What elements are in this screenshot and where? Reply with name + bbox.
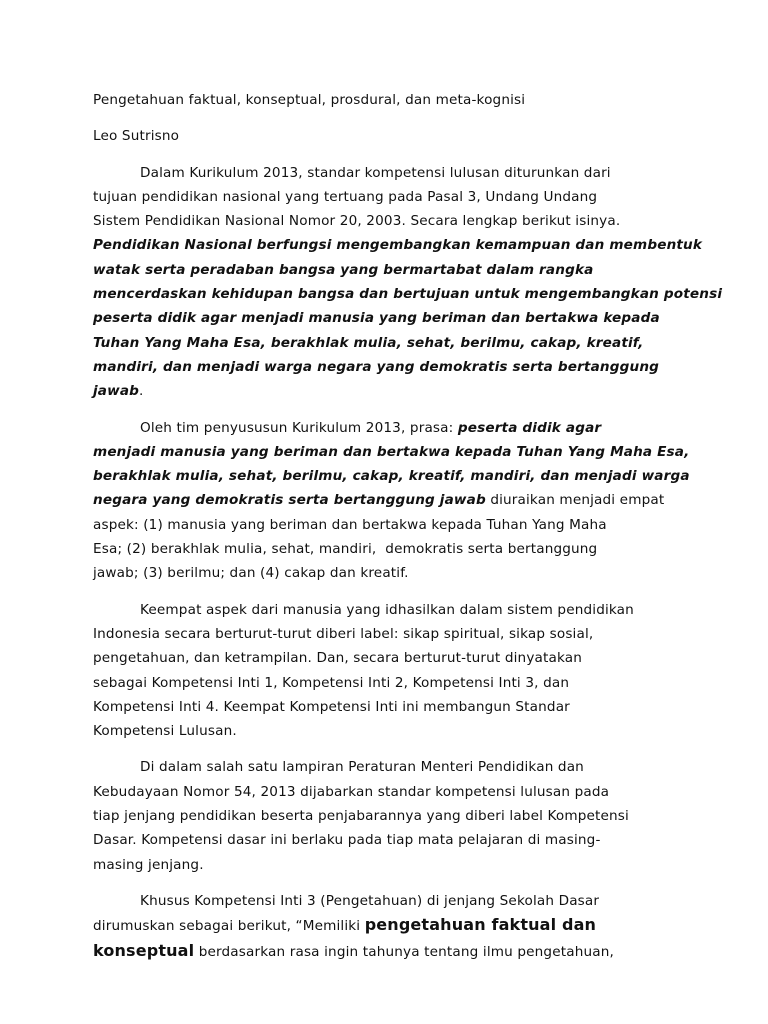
paragraph-3: [93, 598, 673, 744]
paragraph-line: Dasar. Kompetensi dasar ini berlaku pada tiap mata pelajaran di masing-: [93, 832, 601, 849]
paragraph-line: Kebudayaan Nomor 54, 2013 dijabarkan standar kompetensi lulusan pada: [93, 783, 610, 800]
paragraph-2: [93, 416, 690, 586]
quote-line: menjadi manusia yang beriman dan bertakwa kepada Tuhan Yang Maha Esa,: [93, 443, 690, 460]
paragraph-line: jawab; (3) berilmu; dan (4) cakap dan kreatif.: [93, 565, 409, 582]
plain-text: diuraikan menjadi empat: [485, 492, 665, 509]
quote-text: peserta didik agar: [457, 419, 602, 436]
sentence-end: .: [139, 383, 144, 400]
paragraph-line: pengetahuan, dan ketrampilan. Dan, secara berturut-turut dinyatakan: [93, 650, 582, 667]
quote-text: negara yang demokratis serta bertanggung jawab: [93, 492, 486, 509]
emphasis-text: pengetahuan faktual dan: [364, 915, 597, 935]
paragraph-5: [93, 889, 673, 964]
quote-line: watak serta peradaban bangsa yang bermartabat dalam rangka: [93, 261, 594, 278]
paragraph-line: Indonesia secara berturut-turut diberi label: sikap spiritual, sikap sosial,: [93, 625, 594, 642]
paragraph-line: [93, 939, 673, 964]
paragraph-line: masing jenjang.: [93, 856, 204, 873]
paragraph-line: [93, 913, 673, 938]
plain-text: dirumuskan sebagai berikut, “Memiliki: [93, 918, 365, 935]
plain-text: Oleh tim penyususun Kurikulum 2013, prasa:: [140, 419, 458, 436]
paragraph-line: Sistem Pendidikan Nasional Nomor 20, 2003. Secara lengkap berikut isinya.: [93, 213, 621, 230]
paragraph-line: Dalam Kurikulum 2013, standar kompetensi lulusan diturunkan dari: [140, 164, 611, 181]
quote-line: Pendidikan Nasional berfungsi mengembangkan kemampuan dan membentuk: [93, 237, 703, 254]
paragraph-4: [93, 755, 673, 876]
paragraph-line: Keempat aspek dari manusia yang idhasilkan dalam sistem pendidikan: [140, 601, 634, 618]
document-author: Leo Sutrisno: [93, 128, 180, 145]
document-title: Pengetahuan faktual, konseptual, prosdural, dan meta-kognisi: [93, 92, 526, 108]
quote-line: mencerdaskan kehidupan bangsa dan bertujuan untuk mengembangkan potensi: [93, 286, 723, 303]
paragraph-line: Khusus Kompetensi Inti 3 (Pengetahuan) di jenjang Sekolah Dasar: [140, 892, 600, 909]
paragraph-line: tiap jenjang pendidikan beserta penjabarannya yang diberi label Kompetensi: [93, 808, 629, 825]
document-body: [93, 88, 723, 976]
paragraph-line: Kompetensi Lulusan.: [93, 723, 237, 740]
quote-line: Tuhan Yang Maha Esa, berakhlak mulia, sehat, berilmu, cakap, kreatif,: [93, 334, 644, 351]
paragraph-line: Esa; (2) berakhlak mulia, sehat, mandiri, demokratis serta bertanggung: [93, 541, 598, 558]
plain-text: berdasarkan rasa ingin tahunya tentang ilmu pengetahuan,: [194, 943, 614, 960]
paragraph-line: [93, 379, 673, 403]
quote-line: berakhlak mulia, sehat, berilmu, cakap, kreatif, mandiri, dan menjadi warga: [93, 468, 690, 485]
paragraph-line: aspek: (1) manusia yang beriman dan bertakwa kepada Tuhan Yang Maha: [93, 516, 607, 533]
quote-line: peserta didik agar menjadi manusia yang beriman dan bertakwa kepada: [93, 310, 660, 327]
paragraph-line: [93, 488, 673, 512]
paragraph-line: Di dalam salah satu lampiran Peraturan Menteri Pendidikan dan: [140, 759, 584, 776]
emphasis-text: konseptual: [93, 940, 195, 960]
quote-text: jawab: [93, 383, 140, 400]
paragraph-line: sebagai Kompetensi Inti 1, Kompetensi Inti 2, Kompetensi Inti 3, dan: [93, 674, 570, 691]
paragraph-line: tujuan pendidikan nasional yang tertuang pada Pasal 3, Undang Undang: [93, 188, 598, 205]
paragraph-line: [93, 416, 673, 440]
paragraph-line: Kompetensi Inti 4. Keempat Kompetensi Inti ini membangun Standar: [93, 698, 570, 715]
quote-line: mandiri, dan menjadi warga negara yang demokratis serta bertanggung: [93, 358, 660, 375]
paragraph-1: [93, 161, 723, 404]
